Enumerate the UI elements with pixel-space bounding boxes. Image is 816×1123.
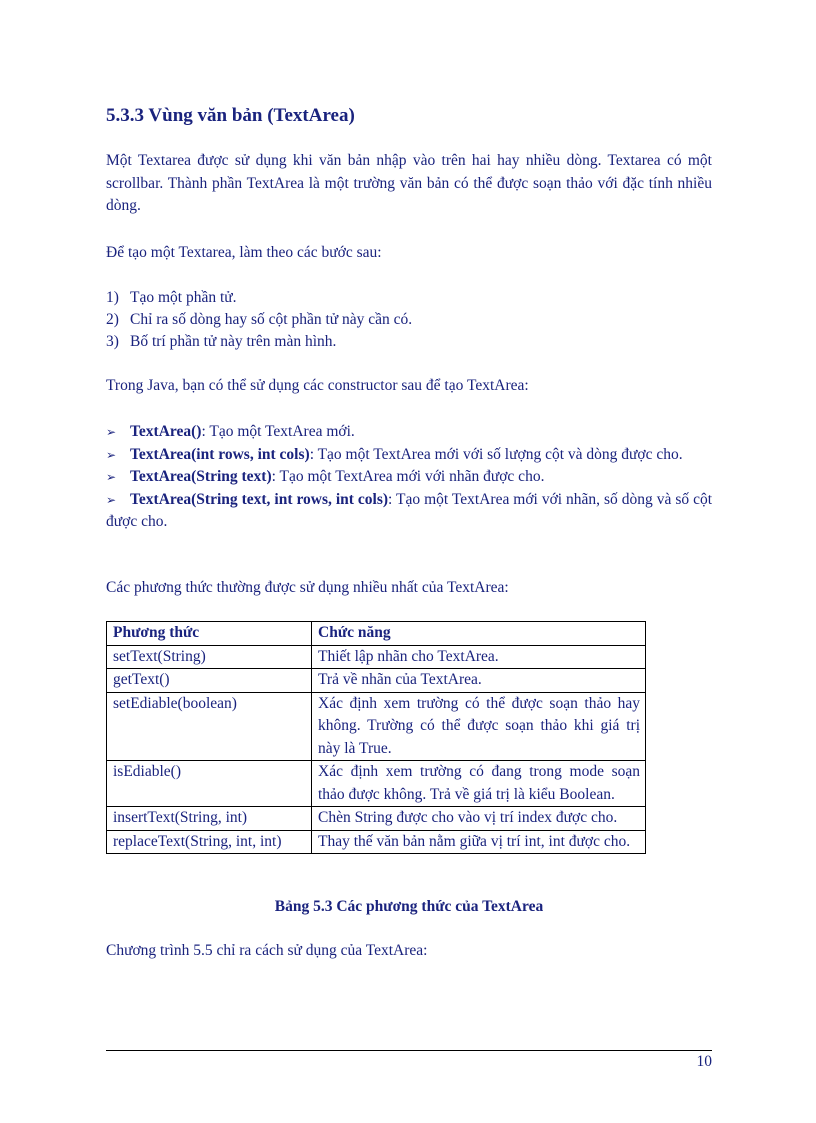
constructor-description: : Tạo một TextArea mới. [201,423,355,440]
table-row [107,761,646,807]
function-cell: Xác định xem trường có đang trong mode soạn thảo được không. Trả về giá trị là kiểu Boolean. [312,761,646,807]
function-cell: Chèn String được cho vào vị trí index được cho. [312,807,646,831]
column-header: Chức năng [312,622,646,646]
method-cell: setText(String) [107,645,312,669]
page-number: 10 [696,1053,712,1070]
table-row [107,645,646,669]
function-cell: Thiết lập nhãn cho TextArea. [312,645,646,669]
list-text: Tạo một phần tử. [130,289,237,306]
section-title: 5.3.3 Vùng văn bản (TextArea) [106,105,355,126]
table-row [107,692,646,761]
constructor-description: : Tạo một TextArea mới với nhãn được cho. [271,468,545,485]
list-item [106,489,712,534]
function-cell: Trả về nhãn của TextArea. [312,669,646,693]
list-item [106,287,712,309]
constructors-intro: Trong Java, bạn có thể sử dụng các constructor sau để tạo TextArea: [106,377,529,394]
table-row [107,669,646,693]
constructor-signature: TextArea(String text) [130,468,272,485]
list-item [106,421,712,444]
table-row [107,830,646,854]
list-number: 2) [106,311,119,328]
steps-intro: Để tạo một Textarea, làm theo các bước sau: [106,244,382,261]
constructors-list [106,421,712,534]
list-number: 1) [106,289,119,306]
arrow-bullet-icon: ➢ [106,447,117,462]
intro-paragraph: Một Textarea được sử dụng khi văn bản nhập vào trên hai hay nhiều dòng. Textarea có một scrollbar. Thành phần TextArea là một trường văn bản có thể được soạn thảo với đặc tính nhiều dòng. [106,152,712,214]
program-intro: Chương trình 5.5 chỉ ra cách sử dụng của TextArea: [106,942,428,959]
table-header-row [107,622,646,646]
list-text: Bố trí phần tử này trên màn hình. [130,333,337,350]
list-item [106,466,712,489]
method-cell: setEdiable(boolean) [107,692,312,761]
function-cell: Thay thế văn bản nằm giữa vị trí int, int được cho. [312,830,646,854]
table-caption: Bảng 5.3 Các phương thức của TextArea [274,898,544,915]
method-cell: insertText(String, int) [107,807,312,831]
list-item [106,331,712,353]
document-page [106,0,712,1123]
methods-table [106,621,646,854]
methods-intro: Các phương thức thường được sử dụng nhiều nhất của TextArea: [106,579,509,596]
column-header: Phương thức [107,622,312,646]
constructor-description: : Tạo một TextArea mới với số lượng cột và dòng được cho. [309,445,683,463]
steps-list [106,287,712,353]
list-number: 3) [106,333,119,350]
arrow-bullet-icon: ➢ [106,470,117,484]
arrow-bullet-icon: ➢ [106,492,117,507]
table-row [107,807,646,831]
list-text: Chỉ ra số dòng hay số cột phần tử này cần có. [130,311,413,328]
function-cell: Xác định xem trường có thể được soạn thảo hay không. Trường có thể được soạn thảo khi giá trị này là True. [312,692,646,761]
list-item [106,444,712,467]
arrow-bullet-icon: ➢ [106,425,117,439]
constructor-signature: TextArea() [130,423,202,440]
constructor-signature: TextArea(String text, int rows, int cols) [130,490,389,508]
footer-rule [106,1050,712,1051]
method-cell: getText() [107,669,312,693]
method-cell: isEdiable() [107,761,312,807]
method-cell: replaceText(String, int, int) [107,830,312,854]
list-item [106,309,712,331]
constructor-description: : Tạo một TextArea mới với nhãn, số dòng và số cột được cho. [106,490,712,530]
constructor-signature: TextArea(int rows, int cols) [130,445,310,463]
